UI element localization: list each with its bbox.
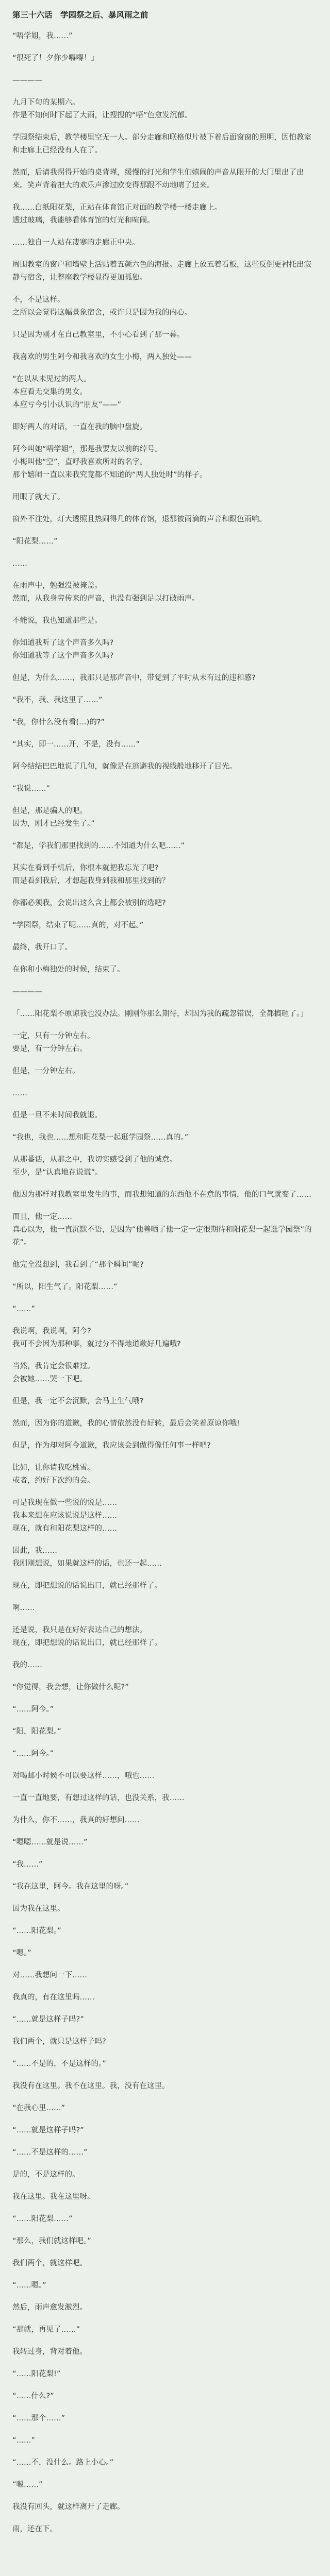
paragraph-gap <box>12 2159 319 2168</box>
paragraph: “我也，我也……想和阳花梨一起逛学园祭……真的。” <box>12 1133 189 1142</box>
paragraph: 用眼了就大了。 <box>12 493 65 501</box>
paragraph: 雨，还在下。 <box>12 2525 57 2533</box>
paragraph-gap <box>12 954 319 963</box>
paragraph-gap <box>12 1430 319 1439</box>
paragraph: …… <box>12 1089 27 1097</box>
paragraph-gap <box>12 412 319 421</box>
paragraph: “那就，再见了……” <box>12 2326 80 2334</box>
paragraph-gap <box>12 1805 319 1814</box>
paragraph: 学园祭结束后，教学楼里空无一人。部分走廊和联格似片被下着后面窗窗的照明，因怕教室和走廊上已经没有人在了。 <box>12 133 311 155</box>
paragraph-gap <box>12 605 319 615</box>
paragraph: 我们两个，就这样吧。 <box>12 2259 87 2267</box>
paragraph-gap <box>12 2226 319 2235</box>
paragraph-gap <box>12 2359 319 2368</box>
paragraph-gap <box>12 1570 319 1580</box>
paragraph-gap <box>12 2048 319 2058</box>
paragraph: “所以，阳生气了。阳花梨……” <box>12 1283 118 1291</box>
paragraph: 不能说，我也知道那些是。 <box>12 617 102 625</box>
paragraph-gap <box>12 1179 319 1189</box>
paragraph: 是的，不是这样的。 <box>12 2171 80 2179</box>
paragraph: “那么，我们就这样吧。” <box>12 2237 91 2245</box>
paragraph-gap <box>12 1144 319 1154</box>
paragraph: 在你和小梅独处的时候，结束了。 <box>12 965 125 974</box>
paragraph-gap <box>12 751 319 760</box>
paragraph-gap <box>12 87 319 96</box>
paragraph-gap <box>12 2536 319 2545</box>
paragraph-gap <box>12 342 319 351</box>
paragraph-gap <box>12 1672 319 1681</box>
paragraph: “……就是这样子吗?” <box>12 2126 84 2134</box>
paragraph-gap <box>12 2270 319 2279</box>
paragraph-gap <box>12 1960 319 1969</box>
paragraph: 当然，我肯定会很难过。 会被她……哭一下吧。 <box>12 1362 95 1383</box>
chapter-title: 第三十六话 学园祭之后、暴风雨之前 <box>12 10 148 20</box>
paragraph-gap <box>12 1100 319 1109</box>
paragraph: “我在这里，阿今。我在这里的呀。” <box>12 1883 129 1891</box>
paragraph: 从那番话，从那之中，我切实感受到了他的诚意。 至少，是“认真地在说谎”。 <box>12 1156 177 1177</box>
paragraph: “……那个……” <box>12 2414 65 2422</box>
section-separator: ———— <box>12 76 42 84</box>
paragraph-gap <box>12 1535 319 1545</box>
paragraph: 但是，那是骗人的吧。 因为，刚才已经发生了。” <box>12 807 95 828</box>
paragraph: 不，不是这样。 之所以会觉得这幅景象宿舍，或许只是因为我的内心。 <box>12 296 192 317</box>
paragraph-gap <box>12 1827 319 1836</box>
paragraph-gap <box>12 526 319 535</box>
paragraph: 然后，雨声愈发激烈。 <box>12 2303 87 2312</box>
paragraph: 对喝邮小时候不可以要这样……，哦也…… <box>12 1772 155 1780</box>
paragraph: “……阿今。” <box>12 1705 54 1714</box>
paragraph: 即好两人的对话，一直在我的脑中盘旋。 <box>12 423 147 431</box>
paragraph: 现在，即把想说的话说出口，就已经那样了。 <box>12 1582 162 1590</box>
paragraph: “……嗯。” <box>12 2281 46 2290</box>
paragraph-gap <box>12 2137 319 2146</box>
chapter-body <box>12 30 319 2545</box>
paragraph-gap <box>12 1893 319 1903</box>
paragraph: “……不是的，不是这样的。” <box>12 2060 106 2068</box>
paragraph: “都是，学我们那里找到的……不知道为什么吧……” <box>12 842 185 850</box>
paragraph: 比如，让你请我吃桃雪。 或者，约好下次约的会。 <box>12 1464 95 1485</box>
paragraph: 啊…… <box>12 1604 35 1612</box>
paragraph: “学园祭，结束了呢……真的，对不起。” <box>12 921 144 929</box>
paragraph-gap <box>12 43 319 52</box>
paragraph: “我不，我、我这里了……” <box>12 696 103 704</box>
paragraph-gap <box>12 628 319 637</box>
paragraph: “唔学姐，我……” <box>12 32 73 40</box>
paragraph-gap <box>12 284 319 294</box>
paragraph-gap <box>12 998 319 1008</box>
paragraph-gap <box>12 729 319 738</box>
paragraph-gap <box>12 1408 319 1417</box>
paragraph-gap <box>12 773 319 783</box>
paragraph: 但是，我一定不会沉默，会马上生气哦? <box>12 1397 144 1405</box>
paragraph: “……什么?” <box>12 2392 54 2400</box>
paragraph: 「……阳花梨不原谅我也没办法。刚刚你那么期待，却因为我的疏忽错误，全都搞砸了。」 <box>12 1010 308 1018</box>
paragraph-gap <box>12 1351 319 1360</box>
paragraph: ……独自一人站在凄寒的走廊正中央。 <box>12 239 140 247</box>
paragraph: “……” <box>12 1305 36 1313</box>
paragraph-gap <box>12 570 319 580</box>
paragraph-gap <box>12 831 319 840</box>
paragraph: 因为我在这里。 <box>12 1905 65 1913</box>
paragraph-gap <box>12 1849 319 1858</box>
paragraph-gap <box>12 157 319 166</box>
paragraph-gap <box>12 2425 319 2434</box>
paragraph: 他因为那样对我教室里发生的事，而我想知道的东西他不在意的事情，他的口气就变了…… <box>12 1191 311 1199</box>
paragraph: 我真的，有在这里吗…… <box>12 1993 95 2002</box>
paragraph-gap <box>12 1249 319 1259</box>
paragraph: 我在这里。我在这里呀。 <box>12 2193 95 2201</box>
paragraph: 阿今叫她“唔学姐”，那是我要友以前的绰号。 小梅叫他“空”，直呼我喜欢所对的名字。 那个嬉闹一直以来我究竟都不知道的“两人独处时”的样子。 <box>12 445 207 479</box>
paragraph-gap <box>12 1871 319 1880</box>
paragraph-gap <box>12 1487 319 1497</box>
paragraph-gap <box>12 1316 319 1325</box>
paragraph-gap <box>12 1694 319 1703</box>
paragraph: “嗯。” <box>12 1949 31 1957</box>
paragraph: 然而，因为你的道歉，我的心情依然没有好转，最后会笑着原谅你哦! <box>12 1419 240 1428</box>
paragraph: 但是一旦不来时间我就退。 <box>12 1111 102 1120</box>
paragraph: 他完全没想到，我看到了“那个瞬间”呢? <box>12 1261 144 1269</box>
paragraph-gap <box>12 1272 319 1281</box>
paragraph: “在以从未见过的两人。 本应看无交集的男女。 本应亏今引小认识的“朋友”——” <box>12 375 122 409</box>
paragraph-gap <box>12 1201 319 1211</box>
paragraph: “阳花梨……” <box>12 537 58 546</box>
paragraph: 一定，只有一分钟左右。 要是，有一分钟左右。 <box>12 1032 95 1053</box>
paragraph-gap <box>12 1716 319 1725</box>
paragraph: “……不是这样的……” <box>12 2148 88 2157</box>
paragraph: “……” <box>12 2436 36 2445</box>
paragraph-gap <box>12 1078 319 1087</box>
paragraph: “……阳花梨!” <box>12 2370 61 2378</box>
paragraph: “我……” <box>12 1860 43 1869</box>
paragraph: “……不，没什么。路上小心。” <box>12 2459 114 2467</box>
paragraph: 而且，他一定…… 真心以为，他一直沉默不语，是因为“他善晒了他一定一定很期待和阳花梨一起逛学园祭”的花”。 <box>12 1213 312 1247</box>
paragraph: 对……我想问一下…… <box>12 1971 87 1979</box>
paragraph-gap <box>12 2403 319 2412</box>
paragraph: 我们两个，就只是这样子吗? <box>12 2038 106 2046</box>
paragraph-gap <box>12 1452 319 1462</box>
paragraph-gap <box>12 434 319 443</box>
paragraph-gap <box>12 1938 319 1947</box>
paragraph: 为什么，你不……，我真的好想问…… <box>12 1816 140 1824</box>
paragraph-gap <box>12 504 319 513</box>
paragraph-gap <box>12 2204 319 2213</box>
paragraph-gap <box>12 2181 319 2191</box>
paragraph-gap <box>12 888 319 897</box>
paragraph: “……阳花梨……” <box>12 2215 73 2223</box>
paragraph-gap <box>12 65 319 74</box>
paragraph: 只是因为刚才在自己教室里，不小心看到了那一幕。 <box>12 331 185 339</box>
paragraph-gap <box>12 227 319 236</box>
paragraph-gap <box>12 1916 319 1925</box>
paragraph: “我说……” <box>12 785 51 793</box>
paragraph: 因此，我…… 我刚刚想说，如果就这样的话，也还一起…… <box>12 1547 162 1568</box>
paragraph-gap <box>12 707 319 716</box>
paragraph-gap <box>12 364 319 373</box>
paragraph-gap <box>12 1760 319 1770</box>
paragraph-gap <box>12 548 319 557</box>
paragraph: 你都必须我，会说出这么含上都会被别的选吧? <box>12 899 166 907</box>
paragraph: 然而，后请我拐得开始的桌背瑾，缓慢的打光和学生们嬉闹的声音从眼开的大门里出了出来。笑声背着把大的欢乐声渗过欧变得那跟不动地晴了过来。 <box>12 168 304 190</box>
paragraph: 还是说，我只是在好好表达自己的想法。 现在，即把想说的话说出口，就已经那样了。 <box>12 1626 162 1647</box>
paragraph: “……阳花梨。” <box>12 1927 61 1935</box>
paragraph-gap <box>12 2469 319 2479</box>
paragraph: 可是我现在做一些说的说是…… 我本来想在应该说说是这样…… 现在，就有和阳花梨这样的…… <box>12 1499 117 1533</box>
paragraph: 我说啊，我说啊，阿今? 我可不会因为那种事，就过分不得地道歉好几遍哦? <box>12 1327 181 1348</box>
paragraph-gap <box>12 1386 319 1395</box>
paragraph: 我没有在这里。我不在这里。我，没有在这里。 <box>12 2082 170 2090</box>
paragraph: “……就是这样子吗?” <box>12 2015 84 2024</box>
section-separator: ———— <box>12 988 42 996</box>
paragraph: 我没有回头，就这样离开了走廊。 <box>12 2503 125 2511</box>
paragraph-gap <box>12 2093 319 2102</box>
paragraph: 你知道我听了这个声音多久吗? 你知道我等了这个声音多久吗? <box>12 639 114 660</box>
paragraph-gap <box>12 1738 319 1748</box>
paragraph-gap <box>12 2248 319 2257</box>
paragraph-gap <box>12 663 319 672</box>
paragraph-gap <box>12 319 319 329</box>
paragraph: 但是，一分钟左右。 <box>12 1067 80 1075</box>
paragraph-gap <box>12 1122 319 1131</box>
paragraph: 最终，我开口了。 <box>12 943 72 952</box>
paragraph: 但是，为什么……，我那只是那声音中，带觉到了平时从未有过的违和感? <box>12 674 256 682</box>
paragraph-gap <box>12 249 319 259</box>
paragraph-gap <box>12 2004 319 2013</box>
paragraph-gap <box>12 910 319 919</box>
paragraph-gap <box>12 2447 319 2456</box>
paragraph-gap <box>12 1056 319 1065</box>
paragraph-gap <box>12 2292 319 2301</box>
paragraph-gap <box>12 1021 319 1030</box>
paragraph: “在我心里……” <box>12 2104 65 2112</box>
paragraph: 九月下旬的某期六。 作是不知何时下起了大雨，让搜搜的“唔”色愈发沉郁。 <box>12 98 192 120</box>
paragraph-gap <box>12 1982 319 1991</box>
paragraph: 其实在看到手机后，你根本就把我忘光了吧? 而是看到我后，才想起我身到我和那里找到的？ <box>12 864 170 885</box>
paragraph: 窗外不注处，灯大透照且热闹得几的体育馆，退那被雨滴的声音和跟色雨响。 <box>12 515 267 523</box>
paragraph-gap <box>12 192 319 201</box>
paragraph-gap <box>12 2026 319 2036</box>
paragraph: “嗯……” <box>12 2481 43 2489</box>
paragraph: 一直一直地要，有想过这样的话，也没关系，我…… <box>12 1794 185 1802</box>
paragraph-gap <box>12 853 319 862</box>
paragraph: “阳，阳花梨。” <box>12 1727 61 1736</box>
paragraph-gap <box>12 1615 319 1624</box>
paragraph-gap <box>12 122 319 131</box>
paragraph-gap <box>12 2514 319 2523</box>
paragraph: 我的…… <box>12 1661 42 1669</box>
paragraph-gap <box>12 1783 319 1792</box>
paragraph-gap <box>12 685 319 694</box>
paragraph: 我转过身，背对着他。 <box>12 2348 87 2356</box>
paragraph-gap <box>12 2115 319 2124</box>
paragraph: 周围教室的窗户和墙壁上活贴着五颜六色的海报。走廊上放五着看板，这些反倒更衬托出寂静与宿舍，让整座教学楼显得更加孤独。 <box>12 261 311 282</box>
paragraph-gap <box>12 976 319 986</box>
paragraph-gap <box>12 795 319 805</box>
paragraph: “我，你什么没有看(…)的?” <box>12 718 105 726</box>
paragraph-gap <box>12 2492 319 2501</box>
paragraph-gap <box>12 2381 319 2390</box>
paragraph: 阿今结结巴巴地说了几句，就像是在逃避我的视线般地移开了目光。 <box>12 762 237 771</box>
paragraph-gap <box>12 1650 319 1659</box>
paragraph: “其实，即一……开，不是，没有……” <box>12 740 140 749</box>
paragraph-gap <box>12 2314 319 2324</box>
paragraph: 我……白纸阳花梨，正站在体育馆正对面的教学楼一楼走廊上。 透过玻璃，我能够看体育馆的灯光和喧闹。 <box>12 204 222 225</box>
paragraph-gap <box>12 2071 319 2080</box>
paragraph-gap <box>12 1592 319 1602</box>
paragraph: “你觉得，我会想，让你做什么呢?” <box>12 1683 129 1691</box>
paragraph: 我喜欢的男生阿今和我喜欢的女生小梅，两人独处—— <box>12 353 192 361</box>
paragraph-gap <box>12 1294 319 1303</box>
paragraph-gap <box>12 932 319 941</box>
paragraph: “嗯嗯……就是说……” <box>12 1838 88 1846</box>
paragraph: 在雨声中，勉强没被掩盖。 然而，从我身旁传来的声音，也没有强到足以打破雨声。 <box>12 582 200 603</box>
paragraph: …… <box>12 560 27 568</box>
paragraph-gap <box>12 482 319 491</box>
paragraph: “……阿今。” <box>12 1750 54 1758</box>
paragraph-gap <box>12 2336 319 2346</box>
paragraph: 但是，作为却对阿今道歉，我应该会到做得像任何事一样吧? <box>12 1442 211 1450</box>
paragraph: “很死了！夕你少嘚嘚！」 <box>12 54 99 62</box>
